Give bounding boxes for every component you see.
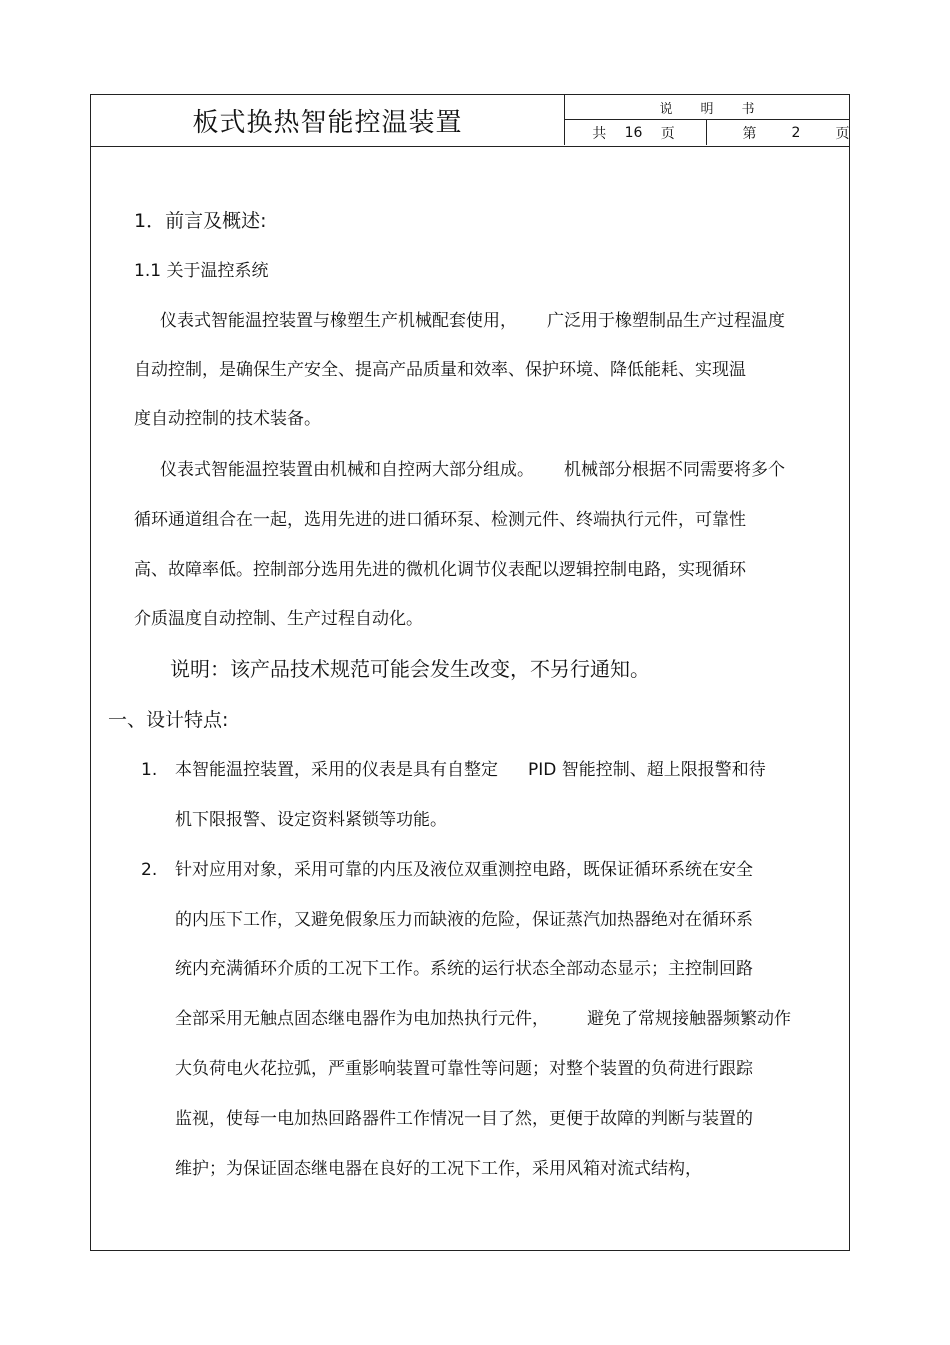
page-number-cell (707, 120, 883, 145)
item2-number: 2. (141, 860, 158, 880)
page-number: 2 (791, 124, 801, 141)
paragraph1-segment2: 广泛用于橡塑制品生产过程温度 (547, 311, 785, 331)
item2-segment2: 避免了常规接触器频繁动作 (587, 1009, 791, 1029)
paragraph1-line1 (160, 309, 785, 333)
item2-segment1: 全部采用无触点固态继电器作为电加热执行元件， (175, 1009, 549, 1029)
paragraph1-line2: 自动控制，是确保生产安全、提高产品质量和效率、保护环境、降低能耗、实现温 (134, 360, 746, 380)
total-suffix: 页 (660, 125, 675, 142)
item1-number: 1. (141, 760, 158, 780)
paragraph1-segment1: 仪表式智能温控装置与橡塑生产机械配套使用， (160, 311, 517, 331)
page-prefix: 第 (742, 125, 757, 142)
item2-line1: 针对应用对象，采用可靠的内压及液位双重测控电路，既保证循环系统在安全 (175, 860, 753, 880)
paragraph2-line4: 介质温度自动控制、生产过程自动化。 (134, 609, 423, 629)
item2-line6: 监视，使每一电加热回路器件工作情况一目了然，更便于故障的判断与装置的 (175, 1109, 753, 1129)
document-title: 板式换热智能控温装置 (91, 95, 565, 145)
total-pages: 16 (624, 124, 643, 141)
paragraph2-segment1: 仪表式智能温控装置由机械和自控两大部分组成。 (160, 460, 534, 480)
paragraph2-line1 (160, 458, 785, 482)
item2-line4 (175, 1007, 791, 1031)
item2-line7: 维护；为保证固态继电器在良好的工况下工作，采用风箱对流式结构， (175, 1159, 702, 1179)
paragraph2-segment2: 机械部分根据不同需要将多个 (564, 460, 785, 480)
page-suffix: 页 (835, 125, 850, 142)
section11-heading: 1.1 关于温控系统 (134, 261, 269, 281)
section1-heading: 1．前言及概述: (134, 210, 267, 232)
total-pages-cell (565, 120, 707, 145)
paragraph1-line3: 度自动控制的技术装备。 (134, 409, 321, 429)
total-prefix: 共 (592, 125, 607, 142)
notice-text: 说明：该产品技术规范可能会发生改变，不另行通知。 (170, 657, 650, 681)
item1-line2: 机下限报警、设定资料紧锁等功能。 (175, 810, 447, 830)
item2-line5: 大负荷电火花拉弧，严重影响装置可靠性等问题；对整个装置的负荷进行跟踪 (175, 1059, 753, 1079)
item1-segment1: 本智能温控装置，采用的仪表是具有自整定 (175, 760, 498, 780)
item2-line2: 的内压下工作，又避免假象压力而缺液的危险，保证蒸汽加热器绝对在循环系 (175, 910, 753, 930)
paragraph2-line3: 高、故障率低。控制部分选用先进的微机化调节仪表配以逻辑控制电路，实现循环 (134, 560, 746, 580)
document-type: 说明书 (565, 95, 849, 120)
header-table (91, 95, 849, 147)
item1-segment2: PID 智能控制、超上限报警和待 (528, 760, 766, 780)
paragraph2-line2: 循环通道组合在一起，选用先进的进口循环泵、检测元件、终端执行元件，可靠性 (134, 510, 746, 530)
item1-line1 (175, 758, 766, 782)
design-features-heading: 一、设计特点: (108, 709, 229, 731)
item2-line3: 统内充满循环介质的工况下工作。系统的运行状态全部动态显示；主控制回路 (175, 959, 753, 979)
